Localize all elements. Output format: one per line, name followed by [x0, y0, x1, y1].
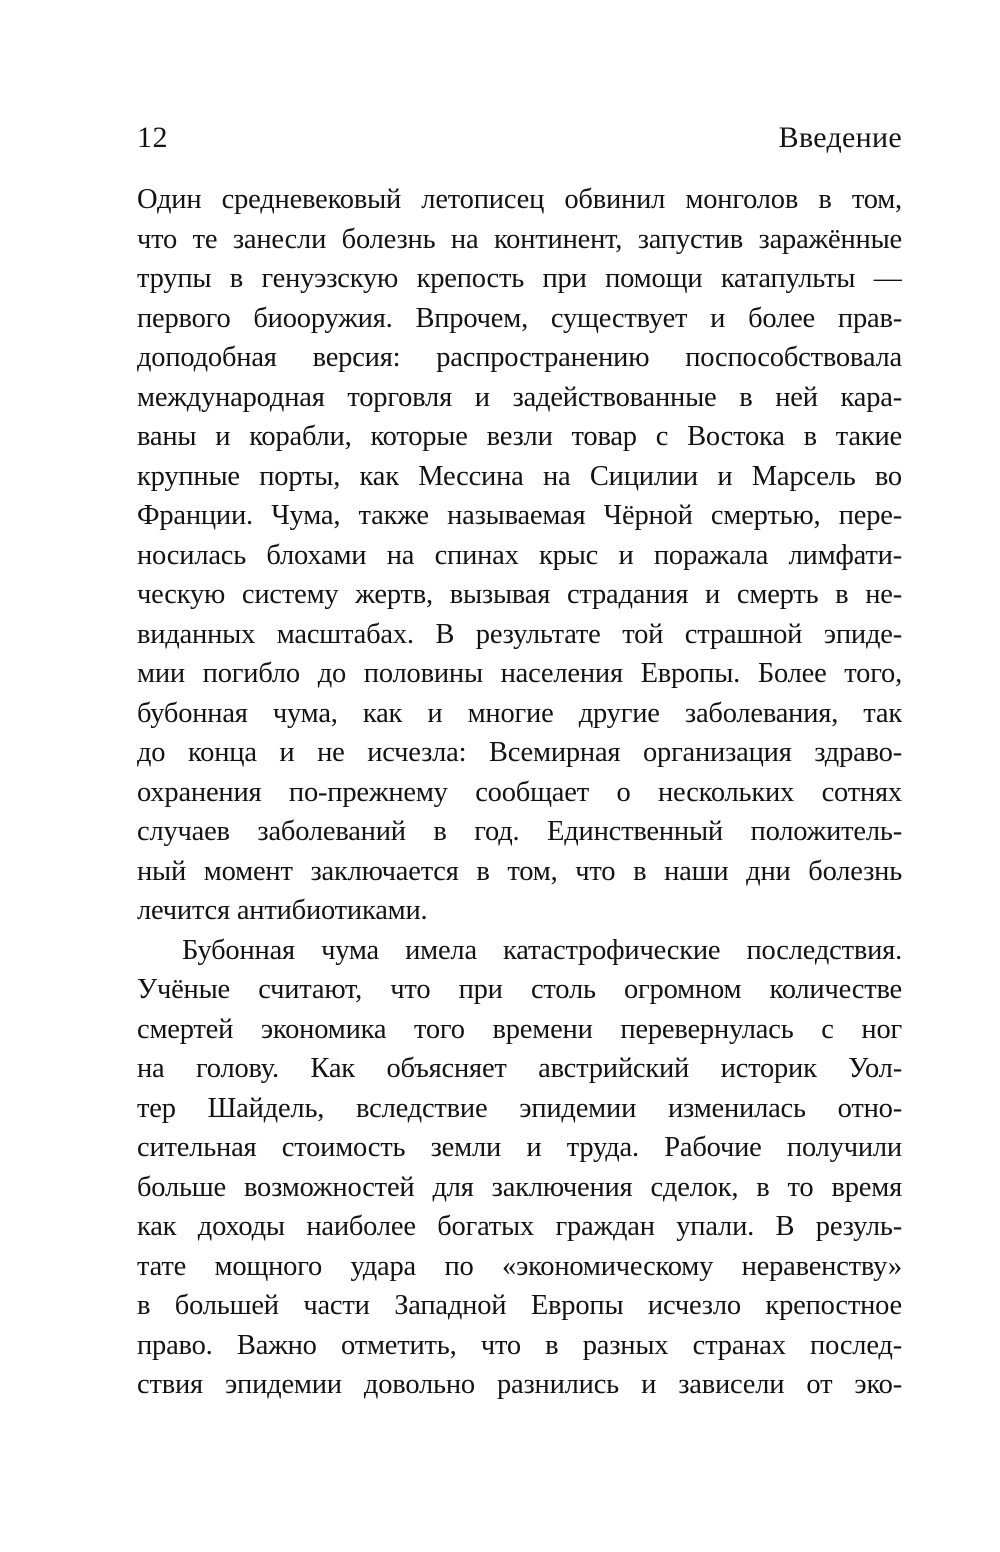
text-line: бубонная чума, как и многие другие заболевания, так — [137, 697, 902, 729]
text-line: больше возможностей для заключения сделок, в то время — [137, 1171, 902, 1203]
body-text — [137, 180, 902, 1405]
text-line: Учёные считают, что при столь огромном количестве — [137, 974, 902, 1005]
page-number: 12 — [137, 121, 168, 154]
chapter-title: Введение — [778, 121, 902, 154]
text-line: ческую систему жертв, вызывая страдания и смерть в не- — [137, 579, 902, 610]
text-line: в большей части Западной Европы исчезло крепостное — [137, 1290, 902, 1321]
text-line: на голову. Как объясняет австрийский историк Уол- — [137, 1053, 902, 1084]
text-line: международная торговля и задействованные в ней кара- — [137, 381, 902, 413]
paragraph — [137, 180, 902, 931]
text-line: случаев заболеваний в год. Единственный положитель- — [137, 816, 902, 847]
text-line: Бубонная чума имела катастрофические последствия. — [182, 934, 902, 966]
text-line: Один средневековый летописец обвинил монголов в том, — [137, 184, 902, 215]
text-line: ный момент заключается в том, что в наши дни болезнь — [137, 855, 902, 887]
text-line: доподобная версия: распространению поспособствовала — [137, 342, 902, 373]
text-line: как доходы наиболее богатых граждан упали. В резуль- — [137, 1211, 902, 1242]
text-line: Франции. Чума, также называемая Чёрной смертью, пере- — [137, 500, 902, 531]
text-line: охранения по-прежнему сообщает о нескольких сотнях — [137, 776, 902, 808]
text-line: смертей экономика того времени перевернулась с ног — [137, 1013, 902, 1045]
text-line: ваны и корабли, которые везли товар с Востока в такие — [137, 421, 902, 452]
text-line: право. Важно отметить, что в разных странах послед- — [137, 1329, 902, 1361]
text-line: первого биооружия. Впрочем, существует и более прав- — [137, 302, 902, 334]
text-line: носилась блохами на спинах крыс и поражала лимфати- — [137, 539, 902, 571]
paragraph — [137, 931, 902, 1405]
text-line: до конца и не исчезла: Всемирная организация здраво- — [137, 737, 902, 768]
text-line: виданных масштабах. В результате той страшной эпиде- — [137, 618, 902, 650]
text-line: что те занесли болезнь на континент, запустив заражённые — [137, 223, 902, 255]
text-line: тер Шайдель, вследствие эпидемии изменилась отно- — [137, 1092, 902, 1124]
running-head — [137, 121, 902, 155]
text-line: трупы в генуэзскую крепость при помощи катапульты — — [137, 263, 902, 294]
text-line: лечится антибиотиками. — [137, 895, 428, 926]
text-line: крупные порты, как Мессина на Сицилии и Марсель во — [137, 460, 902, 492]
text-line: ствия эпидемии довольно разнились и зависели от эко- — [137, 1369, 902, 1400]
text-line: тате мощного удара по «экономическому неравенству» — [137, 1250, 902, 1282]
text-line: сительная стоимость земли и труда. Рабочие получили — [137, 1132, 902, 1163]
text-line: мии погибло до половины населения Европы. Более того, — [137, 658, 902, 689]
